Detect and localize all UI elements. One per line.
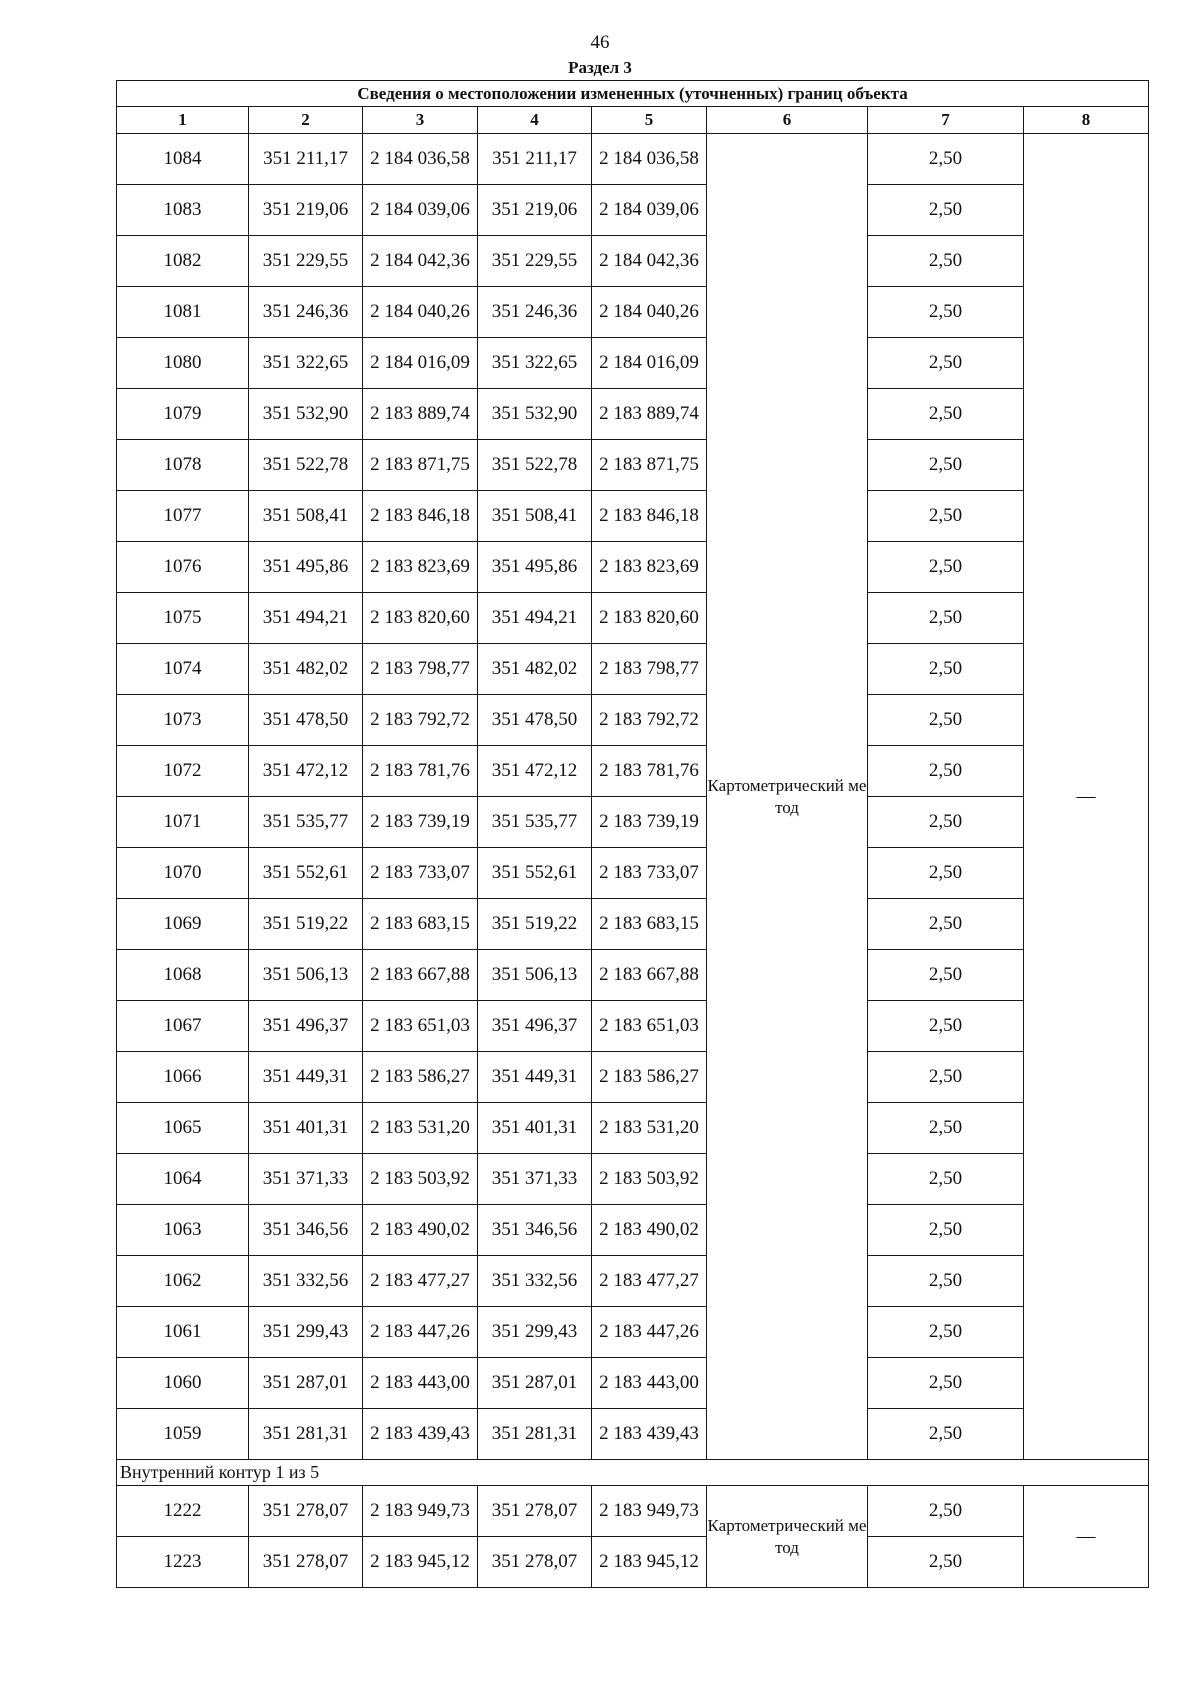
- cell-x-new: 351 371,33: [478, 1154, 592, 1205]
- cell-x-old: 351 332,56: [249, 1256, 363, 1307]
- cell-point: 1074: [117, 644, 249, 695]
- cell-x-old: 351 482,02: [249, 644, 363, 695]
- cell-x-new: 351 552,61: [478, 848, 592, 899]
- cell-accuracy: 2,50: [868, 185, 1024, 236]
- cell-accuracy: 2,50: [868, 491, 1024, 542]
- cell-y-old: 2 184 039,06: [363, 185, 478, 236]
- column-header: 2: [249, 107, 363, 134]
- table-row: [117, 1307, 1149, 1358]
- cell-y-new: 2 183 889,74: [592, 389, 707, 440]
- cell-accuracy: 2,50: [868, 134, 1024, 185]
- cell-x-new: 351 211,17: [478, 134, 592, 185]
- cell-x-new: 351 229,55: [478, 236, 592, 287]
- table-row: [117, 1103, 1149, 1154]
- cell-x-new: 351 506,13: [478, 950, 592, 1001]
- cell-y-new: 2 183 531,20: [592, 1103, 707, 1154]
- cell-point: 1080: [117, 338, 249, 389]
- cell-y-old: 2 183 871,75: [363, 440, 478, 491]
- cell-y-new: 2 183 683,15: [592, 899, 707, 950]
- table-row: [117, 695, 1149, 746]
- cell-x-new: 351 346,56: [478, 1205, 592, 1256]
- cell-x-old: 351 281,31: [249, 1409, 363, 1460]
- cell-y-new: 2 183 733,07: [592, 848, 707, 899]
- cell-accuracy: 2,50: [868, 1205, 1024, 1256]
- cell-x-new: 351 494,21: [478, 593, 592, 644]
- cell-point: 1079: [117, 389, 249, 440]
- cell-y-old: 2 183 586,27: [363, 1052, 478, 1103]
- column-header: 3: [363, 107, 478, 134]
- cell-x-old: 351 478,50: [249, 695, 363, 746]
- cell-accuracy: 2,50: [868, 338, 1024, 389]
- cell-x-new: 351 478,50: [478, 695, 592, 746]
- cell-point: 1084: [117, 134, 249, 185]
- cell-y-old: 2 183 683,15: [363, 899, 478, 950]
- cell-accuracy: 2,50: [868, 644, 1024, 695]
- cell-x-old: 351 287,01: [249, 1358, 363, 1409]
- cell-point: 1061: [117, 1307, 249, 1358]
- cell-x-old: 351 219,06: [249, 185, 363, 236]
- table-row: [117, 338, 1149, 389]
- cell-x-old: 351 519,22: [249, 899, 363, 950]
- table-row: [117, 236, 1149, 287]
- cell-point: 1071: [117, 797, 249, 848]
- column-header: 6: [707, 107, 868, 134]
- table-caption-row: [117, 81, 1149, 107]
- column-header: 1: [117, 107, 249, 134]
- cell-accuracy: 2,50: [868, 542, 1024, 593]
- cell-y-new: 2 183 503,92: [592, 1154, 707, 1205]
- cell-y-new: 2 184 040,26: [592, 287, 707, 338]
- cell-y-old: 2 183 945,12: [363, 1537, 478, 1588]
- cell-y-new: 2 183 820,60: [592, 593, 707, 644]
- table-row: [117, 1154, 1149, 1205]
- cell-accuracy: 2,50: [868, 593, 1024, 644]
- cell-x-old: 351 535,77: [249, 797, 363, 848]
- cell-x-old: 351 278,07: [249, 1486, 363, 1537]
- cell-y-new: 2 183 667,88: [592, 950, 707, 1001]
- cell-x-new: 351 281,31: [478, 1409, 592, 1460]
- cell-point: 1082: [117, 236, 249, 287]
- cell-accuracy: 2,50: [868, 389, 1024, 440]
- table-row: [117, 134, 1149, 185]
- cell-accuracy: 2,50: [868, 797, 1024, 848]
- cell-x-old: 351 508,41: [249, 491, 363, 542]
- cell-y-old: 2 183 439,43: [363, 1409, 478, 1460]
- cell-point: 1223: [117, 1537, 249, 1588]
- cell-x-new: 351 535,77: [478, 797, 592, 848]
- column-header: 7: [868, 107, 1024, 134]
- cell-point: 1075: [117, 593, 249, 644]
- cell-x-new: 351 299,43: [478, 1307, 592, 1358]
- table-row: [117, 1205, 1149, 1256]
- table-row: [117, 542, 1149, 593]
- cell-point: 1065: [117, 1103, 249, 1154]
- cell-y-new: 2 183 781,76: [592, 746, 707, 797]
- cell-point: 1064: [117, 1154, 249, 1205]
- table-row: [117, 491, 1149, 542]
- cell-point: 1077: [117, 491, 249, 542]
- note-cell: —: [1024, 134, 1149, 1460]
- section-title: Раздел 3: [568, 58, 632, 77]
- cell-y-old: 2 184 036,58: [363, 134, 478, 185]
- cell-x-new: 351 278,07: [478, 1537, 592, 1588]
- cell-accuracy: 2,50: [868, 950, 1024, 1001]
- table-row: [117, 899, 1149, 950]
- table-row: [117, 950, 1149, 1001]
- cell-accuracy: 2,50: [868, 1052, 1024, 1103]
- cell-point: 1063: [117, 1205, 249, 1256]
- cell-accuracy: 2,50: [868, 848, 1024, 899]
- cell-accuracy: 2,50: [868, 1409, 1024, 1460]
- cell-accuracy: 2,50: [868, 1154, 1024, 1205]
- table-row: [117, 1256, 1149, 1307]
- cell-x-old: 351 494,21: [249, 593, 363, 644]
- cell-point: 1069: [117, 899, 249, 950]
- cell-x-old: 351 322,65: [249, 338, 363, 389]
- cell-accuracy: 2,50: [868, 1486, 1024, 1537]
- table-row: [117, 1486, 1149, 1537]
- cell-x-new: 351 496,37: [478, 1001, 592, 1052]
- cell-y-new: 2 183 447,26: [592, 1307, 707, 1358]
- table-row: [117, 1358, 1149, 1409]
- cell-y-old: 2 184 040,26: [363, 287, 478, 338]
- cell-x-new: 351 246,36: [478, 287, 592, 338]
- cell-y-new: 2 183 798,77: [592, 644, 707, 695]
- cell-y-old: 2 183 733,07: [363, 848, 478, 899]
- cell-y-old: 2 184 042,36: [363, 236, 478, 287]
- cell-x-new: 351 449,31: [478, 1052, 592, 1103]
- cell-y-old: 2 183 820,60: [363, 593, 478, 644]
- cell-x-new: 351 508,41: [478, 491, 592, 542]
- table-row: [117, 440, 1149, 491]
- cell-x-new: 351 322,65: [478, 338, 592, 389]
- cell-y-old: 2 183 792,72: [363, 695, 478, 746]
- cell-y-old: 2 183 503,92: [363, 1154, 478, 1205]
- cell-y-new: 2 184 016,09: [592, 338, 707, 389]
- cell-y-new: 2 183 792,72: [592, 695, 707, 746]
- cell-accuracy: 2,50: [868, 746, 1024, 797]
- cell-x-old: 351 472,12: [249, 746, 363, 797]
- cell-x-new: 351 219,06: [478, 185, 592, 236]
- inner-contour-label: Внутренний контур 1 из 5: [117, 1460, 1149, 1486]
- cell-y-new: 2 183 945,12: [592, 1537, 707, 1588]
- column-header: 4: [478, 107, 592, 134]
- cell-x-new: 351 495,86: [478, 542, 592, 593]
- cell-x-old: 351 552,61: [249, 848, 363, 899]
- cell-accuracy: 2,50: [868, 1001, 1024, 1052]
- cell-x-old: 351 211,17: [249, 134, 363, 185]
- cell-y-new: 2 183 871,75: [592, 440, 707, 491]
- cell-y-old: 2 183 490,02: [363, 1205, 478, 1256]
- cell-point: 1073: [117, 695, 249, 746]
- cell-point: 1070: [117, 848, 249, 899]
- boundary-table: [116, 80, 1149, 1588]
- table-row: [117, 287, 1149, 338]
- cell-accuracy: 2,50: [868, 695, 1024, 746]
- cell-y-old: 2 183 889,74: [363, 389, 478, 440]
- cell-y-old: 2 183 477,27: [363, 1256, 478, 1307]
- cell-y-new: 2 183 823,69: [592, 542, 707, 593]
- cell-y-old: 2 183 949,73: [363, 1486, 478, 1537]
- cell-y-new: 2 184 042,36: [592, 236, 707, 287]
- table-row: [117, 644, 1149, 695]
- cell-x-old: 351 449,31: [249, 1052, 363, 1103]
- cell-y-new: 2 183 477,27: [592, 1256, 707, 1307]
- table-row: [117, 1537, 1149, 1588]
- cell-point: 1059: [117, 1409, 249, 1460]
- cell-x-old: 351 532,90: [249, 389, 363, 440]
- cell-x-old: 351 229,55: [249, 236, 363, 287]
- cell-y-old: 2 183 846,18: [363, 491, 478, 542]
- cell-point: 1081: [117, 287, 249, 338]
- table-row: [117, 1001, 1149, 1052]
- cell-y-old: 2 183 823,69: [363, 542, 478, 593]
- cell-x-old: 351 346,56: [249, 1205, 363, 1256]
- cell-y-new: 2 183 949,73: [592, 1486, 707, 1537]
- cell-point: 1060: [117, 1358, 249, 1409]
- column-header: 5: [592, 107, 707, 134]
- cell-y-new: 2 183 443,00: [592, 1358, 707, 1409]
- cell-accuracy: 2,50: [868, 1256, 1024, 1307]
- cell-x-old: 351 495,86: [249, 542, 363, 593]
- cell-x-old: 351 522,78: [249, 440, 363, 491]
- cell-x-new: 351 401,31: [478, 1103, 592, 1154]
- cell-accuracy: 2,50: [868, 1358, 1024, 1409]
- cell-x-old: 351 278,07: [249, 1537, 363, 1588]
- cell-point: 1076: [117, 542, 249, 593]
- cell-y-old: 2 183 798,77: [363, 644, 478, 695]
- cell-x-new: 351 522,78: [478, 440, 592, 491]
- method-cell: Картометрический метод: [707, 1486, 868, 1588]
- cell-y-old: 2 183 447,26: [363, 1307, 478, 1358]
- cell-point: 1066: [117, 1052, 249, 1103]
- cell-accuracy: 2,50: [868, 287, 1024, 338]
- cell-x-new: 351 332,56: [478, 1256, 592, 1307]
- page-number: 46: [590, 32, 610, 53]
- table-caption: Сведения о местоположении измененных (уточненных) границ объекта: [117, 81, 1149, 107]
- cell-x-new: 351 532,90: [478, 389, 592, 440]
- table-row: [117, 848, 1149, 899]
- cell-x-new: 351 482,02: [478, 644, 592, 695]
- cell-x-old: 351 371,33: [249, 1154, 363, 1205]
- cell-x-old: 351 506,13: [249, 950, 363, 1001]
- cell-y-new: 2 184 036,58: [592, 134, 707, 185]
- cell-point: 1072: [117, 746, 249, 797]
- cell-y-old: 2 183 531,20: [363, 1103, 478, 1154]
- cell-accuracy: 2,50: [868, 1537, 1024, 1588]
- table-row: [117, 1052, 1149, 1103]
- table-row: [117, 1409, 1149, 1460]
- cell-y-new: 2 183 439,43: [592, 1409, 707, 1460]
- cell-y-old: 2 183 781,76: [363, 746, 478, 797]
- note-cell: —: [1024, 1486, 1149, 1588]
- cell-x-new: 351 278,07: [478, 1486, 592, 1537]
- cell-x-new: 351 519,22: [478, 899, 592, 950]
- cell-point: 1068: [117, 950, 249, 1001]
- cell-x-new: 351 472,12: [478, 746, 592, 797]
- cell-x-new: 351 287,01: [478, 1358, 592, 1409]
- inner-contour-label-row: [117, 1460, 1149, 1486]
- cell-y-new: 2 183 739,19: [592, 797, 707, 848]
- cell-accuracy: 2,50: [868, 440, 1024, 491]
- cell-y-new: 2 183 586,27: [592, 1052, 707, 1103]
- cell-y-old: 2 183 443,00: [363, 1358, 478, 1409]
- cell-y-new: 2 184 039,06: [592, 185, 707, 236]
- table-row: [117, 185, 1149, 236]
- cell-accuracy: 2,50: [868, 1307, 1024, 1358]
- table-row: [117, 797, 1149, 848]
- cell-y-old: 2 184 016,09: [363, 338, 478, 389]
- cell-point: 1222: [117, 1486, 249, 1537]
- cell-accuracy: 2,50: [868, 1103, 1024, 1154]
- table-row: [117, 746, 1149, 797]
- column-header-row: [117, 107, 1149, 134]
- cell-point: 1067: [117, 1001, 249, 1052]
- cell-point: 1078: [117, 440, 249, 491]
- cell-x-old: 351 299,43: [249, 1307, 363, 1358]
- table-row: [117, 389, 1149, 440]
- cell-y-new: 2 183 490,02: [592, 1205, 707, 1256]
- cell-y-old: 2 183 739,19: [363, 797, 478, 848]
- cell-accuracy: 2,50: [868, 899, 1024, 950]
- cell-point: 1083: [117, 185, 249, 236]
- cell-y-new: 2 183 846,18: [592, 491, 707, 542]
- cell-y-old: 2 183 667,88: [363, 950, 478, 1001]
- column-header: 8: [1024, 107, 1149, 134]
- cell-y-new: 2 183 651,03: [592, 1001, 707, 1052]
- cell-x-old: 351 246,36: [249, 287, 363, 338]
- cell-x-old: 351 401,31: [249, 1103, 363, 1154]
- cell-y-old: 2 183 651,03: [363, 1001, 478, 1052]
- table-row: [117, 593, 1149, 644]
- cell-x-old: 351 496,37: [249, 1001, 363, 1052]
- cell-accuracy: 2,50: [868, 236, 1024, 287]
- method-cell: Картометрический метод: [707, 134, 868, 1460]
- cell-point: 1062: [117, 1256, 249, 1307]
